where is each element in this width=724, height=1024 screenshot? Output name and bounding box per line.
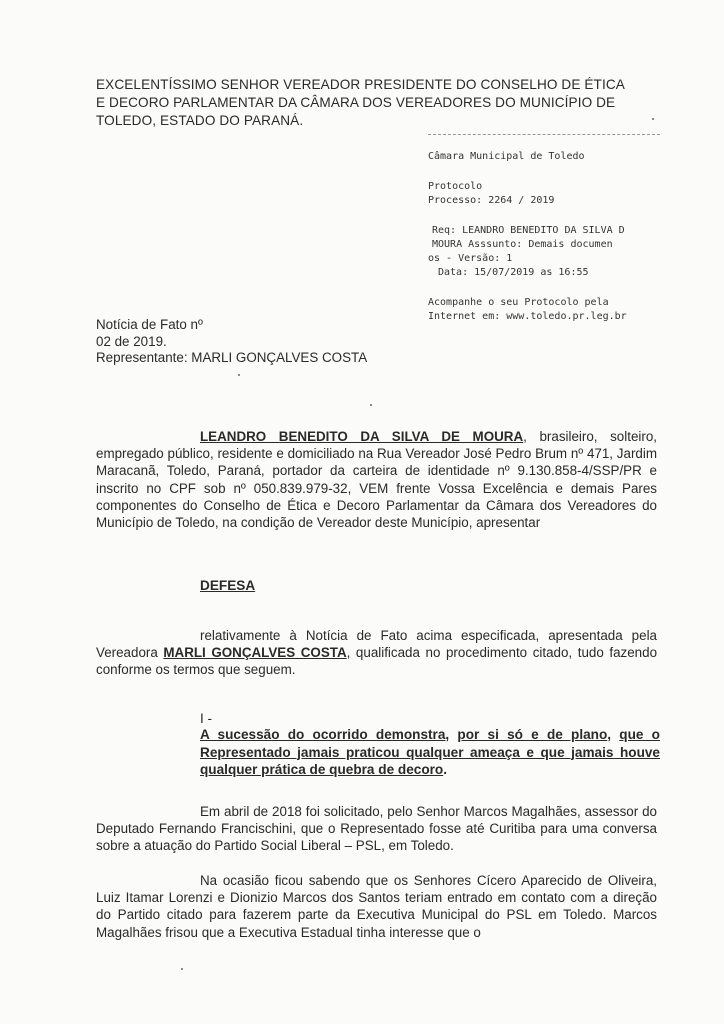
stamp-process: Processo: 2264 / 2019 xyxy=(428,195,555,206)
addressee-line-2: E DECORO PARLAMENTAR DA CÂMARA DOS VEREADORES DO MUNICÍPIO DE xyxy=(96,95,616,110)
stamp-version: os - Versão: 1 xyxy=(428,253,513,264)
protocol-stamp xyxy=(428,134,660,327)
stamp-protocol: Protocolo xyxy=(428,181,483,192)
stamp-chamber: Câmara Municipal de Toledo xyxy=(428,151,585,162)
notice-year: 02 de 2019. xyxy=(96,333,167,349)
section-heading-part-6: . xyxy=(443,762,448,777)
notice-representative: Representante: MARLI GONÇALVES COSTA xyxy=(96,350,368,365)
section-heading xyxy=(200,726,660,779)
relative-text-a: relativamente à Notícia de Fato acima especificada, apresentada pela Vereadora xyxy=(96,628,657,661)
intro-paragraph xyxy=(96,428,657,531)
section-heading-part-2: , xyxy=(445,727,458,742)
addressee-line-3: TOLEDO, ESTADO DO PARANÁ. xyxy=(96,113,304,128)
scan-speck xyxy=(370,404,372,406)
section-heading-part-5: que o Representado jamais praticou qualquer ameaça e que jamais houve qualquer prática de quebra de decoro xyxy=(200,727,660,777)
notice-block xyxy=(96,317,367,367)
scan-speck xyxy=(652,118,654,120)
section-heading-part-4: , xyxy=(607,727,620,742)
addressee-block xyxy=(96,76,661,130)
notice-number-label: Notícia de Fato nº xyxy=(96,317,203,332)
intro-text: , brasileiro, solteiro, empregado público, residente e domiciliado na Rua Vereador José Pedro Brum nº 471, Jardim Maracanã, Toledo, Paraná, portador da carteira de identidade nº 9.130.858-4/SSP/PR e inscrito no CPF sob nº 050.839.979-32, VEM frente Vossa Excelência e demais Pares componentes do Conselho de Ética e Decoro Parlamentar da Câmara dos Vereadores do Município de Toledo, na condição de Vereador deste Município, apresentar xyxy=(96,429,657,531)
scan-speck xyxy=(238,374,240,376)
stamp-follow: Acompanhe o seu Protocolo pela xyxy=(428,297,609,308)
section-heading-part-3: por si só e de plano xyxy=(457,727,608,742)
scan-speck xyxy=(181,968,183,970)
stamp-subject: MOURA Asssunto: Demais documen xyxy=(432,239,613,250)
relative-text-b: , qualificada no procedimento citado, tudo fazendo conforme os termos que seguem. xyxy=(96,645,658,678)
defense-title: DEFESA xyxy=(200,578,256,593)
defendant-name: LEANDRO BENEDITO DA SILVA DE MOURA xyxy=(200,429,524,444)
addressee-line-1: EXCELENTÍSSIMO SENHOR VEREADOR PRESIDENTE DO CONSELHO DE ÉTICA xyxy=(96,77,625,92)
stamp-website: Internet em: www.toledo.pr.leg.br xyxy=(428,311,627,322)
relative-paragraph xyxy=(96,627,657,679)
stamp-date: Data: 15/07/2019 as 16:55 xyxy=(438,267,589,278)
representative-name: MARLI GONÇALVES COSTA xyxy=(163,645,347,661)
stamp-requester: Req: LEANDRO BENEDITO DA SILVA D xyxy=(432,225,625,236)
section-heading-part-1: A sucessão do ocorrido demonstra xyxy=(200,727,446,742)
paragraph-2: Na ocasião ficou sabendo que os Senhores Cícero Aparecido de Oliveira, Luiz Itamar Lorenzi e Dionizio Marcos dos Santos teriam entrado em contato com a direção do Partido citado para fazerem parte da Executiva Municipal do PSL em Toledo. Marcos Magalhães frisou que a Executiva Estadual tinha interesse que o xyxy=(96,873,657,940)
paragraph-1: Em abril de 2018 foi solicitado, pelo Senhor Marcos Magalhães, assessor do Deputado Fernando Francischini, que o Representado fosse até Curitiba para uma conversa sobre a atuação do Partido Social Liberal – PSL, em Toledo. xyxy=(96,804,657,854)
section-numeral: I - xyxy=(200,711,213,726)
